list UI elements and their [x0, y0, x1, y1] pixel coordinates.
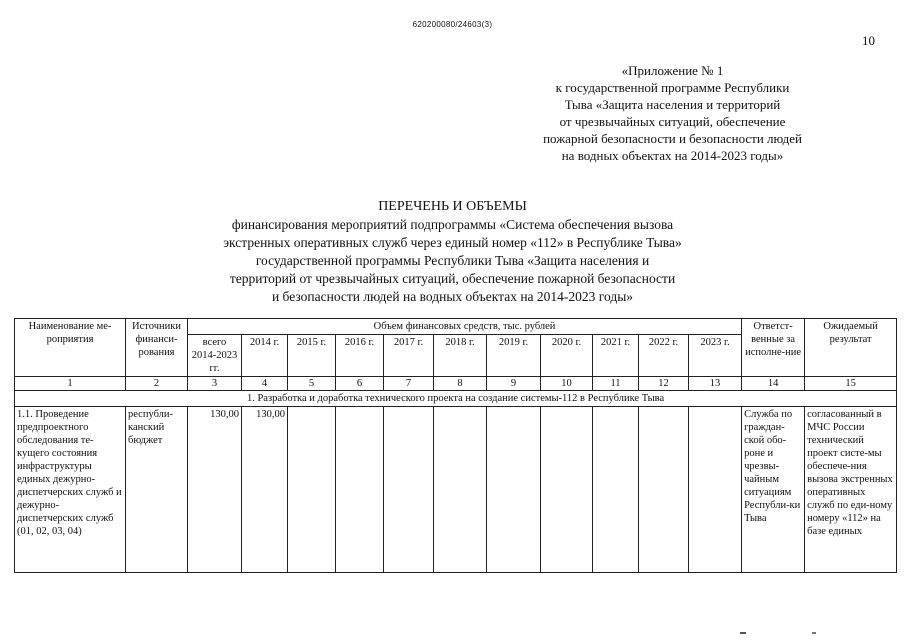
section-title: 1. Разработка и доработка технического проекта на создание системы-112 в Республике Тыва — [15, 391, 897, 407]
year-2017-value — [384, 407, 434, 573]
column-number: 2 — [126, 377, 188, 391]
appendix-line: Тыва «Защита населения и территорий — [564, 97, 781, 112]
title-line: экстренных оперативных служб через единый номер «112» в Республике Тыва» — [223, 235, 682, 250]
header-volume: Объем финансовых средств, тыс. рублей — [188, 319, 742, 335]
appendix-line: от чрезвычайных ситуаций, обеспечение — [559, 114, 786, 129]
year-2021-value — [593, 407, 639, 573]
header-year: 2014 г. — [242, 335, 288, 377]
column-number: 15 — [805, 377, 897, 391]
header-year: 2021 г. — [593, 335, 639, 377]
header-year: 2022 г. — [639, 335, 689, 377]
header-name: Наименование ме-роприятия — [15, 319, 126, 377]
column-number: 6 — [336, 377, 384, 391]
table-row — [15, 407, 897, 573]
column-number: 12 — [639, 377, 689, 391]
header-year: 2018 г. — [434, 335, 487, 377]
column-number: 11 — [593, 377, 639, 391]
column-number: 4 — [242, 377, 288, 391]
column-number: 8 — [434, 377, 487, 391]
title-line: финансирования мероприятий подпрограммы «Система обеспечения вызова — [231, 217, 674, 232]
document-title — [0, 198, 905, 306]
header-source: Источники финанси-рования — [126, 319, 188, 377]
title-line: государственной программы Республики Тыва «Защита населения и — [255, 253, 650, 268]
scan-mark — [812, 632, 816, 634]
appendix-line: пожарной безопасности и безопасности людей — [543, 131, 802, 146]
title-line: ПЕРЕЧЕНЬ И ОБЪЕМЫ — [378, 199, 527, 214]
activity-name: 1.1. Проведение предпроектного обследования те-кущего состояния инфраструктуры единых дежурно-диспетчерских служб и дежурно-диспетчерских служб (01, 02, 03, 04) — [15, 407, 126, 573]
column-number: 10 — [541, 377, 593, 391]
header-year: 2015 г. — [288, 335, 336, 377]
page-number: 10 — [862, 33, 875, 48]
total-value: 130,00 — [188, 407, 242, 573]
year-2020-value — [541, 407, 593, 573]
section-row — [15, 391, 897, 407]
header-result: Ожидаемый результат — [805, 319, 897, 377]
funding-source: республи-канский бюджет — [126, 407, 188, 573]
title-line: территорий от чрезвычайных ситуаций, обеспечение пожарной безопасности — [229, 271, 676, 286]
column-number-row — [15, 377, 897, 391]
year-2023-value — [689, 407, 742, 573]
header-row — [15, 319, 897, 335]
column-number: 7 — [384, 377, 434, 391]
year-2018-value — [434, 407, 487, 573]
appendix-caption — [520, 62, 905, 164]
header-year: 2020 г. — [541, 335, 593, 377]
column-number: 14 — [742, 377, 805, 391]
year-2016-value — [336, 407, 384, 573]
year-2022-value — [639, 407, 689, 573]
header-year: 2019 г. — [487, 335, 541, 377]
appendix-line: «Приложение № 1 — [621, 63, 724, 78]
column-number: 13 — [689, 377, 742, 391]
header-responsible: Ответст-венные за исполне-ние — [742, 319, 805, 377]
responsible-party: Служба по граждан-ской обо-роне и чрезвы-чайным ситуациям Республи-ки Тыва — [742, 407, 805, 573]
appendix-line: к государственной программе Республики — [555, 80, 790, 95]
header-year: 2023 г. — [689, 335, 742, 377]
scan-mark — [740, 632, 746, 634]
column-number: 1 — [15, 377, 126, 391]
header-year: 2016 г. — [336, 335, 384, 377]
header-year: 2017 г. — [384, 335, 434, 377]
appendix-line: на водных объектах на 2014-2023 годы» — [561, 148, 784, 163]
expected-result: согласованный в МЧС России технический проект систе-мы обеспече-ния вызова экстренных оперативных служб по еди-ному номеру «112» на базе единых — [805, 407, 897, 573]
year-2019-value — [487, 407, 541, 573]
document-id: 620200080/24603(3) — [412, 20, 493, 29]
year-2015-value — [288, 407, 336, 573]
column-number: 5 — [288, 377, 336, 391]
year-2014-value: 130,00 — [242, 407, 288, 573]
title-line: и безопасности людей на водных объектах на 2014-2023 годы» — [271, 289, 634, 304]
header-total: всего 2014-2023 гг. — [188, 335, 242, 377]
funding-table — [14, 318, 897, 573]
column-number: 9 — [487, 377, 541, 391]
column-number: 3 — [188, 377, 242, 391]
